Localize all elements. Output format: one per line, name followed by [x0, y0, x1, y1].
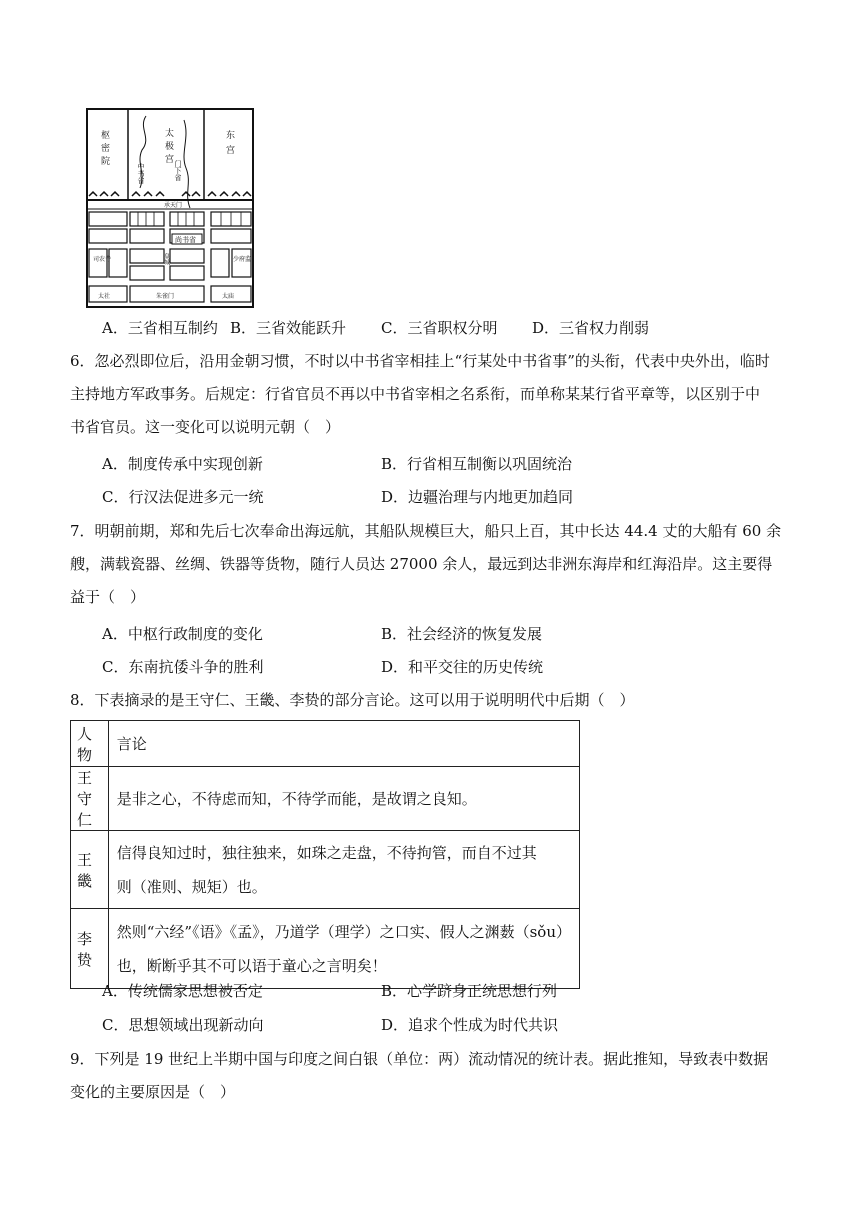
q7-stem-line-2: 艘，满载瓷器、丝绸、铁器等货物，随行人员达 27000 余人，最远到达非洲东海岸和红海沿岸。这主要得 [70, 555, 773, 573]
q6-option-b: B．行省相互制衡以巩固统治 [381, 455, 573, 473]
side-right-label: 少府监 [233, 256, 252, 263]
q9-stem-line-2: 变化的主要原因是（ ） [70, 1083, 236, 1101]
table-cell-quote [108, 909, 579, 989]
q6-option-a: A．制度传承中实现创新 [102, 455, 263, 473]
q8-stem: 8．下表摘录的是王守仁、王畿、李贽的部分言论。这可以用于说明明代中后期（ ） [70, 691, 635, 709]
center-col-label: 皇城 [162, 253, 170, 265]
table-row [71, 767, 580, 831]
menxia-label: 门下省 [174, 160, 182, 181]
shangshu-label: 尚书省 [175, 236, 196, 244]
q5-option-d: D．三省权力削弱 [532, 319, 650, 337]
table-header-quote: 言论 [108, 721, 579, 767]
table-header-person: 人物 [71, 721, 109, 767]
q5-option-c: C．三省职权分明 [381, 319, 498, 337]
q8-option-d: D．追求个性成为时代共识 [381, 1016, 559, 1034]
q8-option-c: C．思想领域出现新动向 [102, 1016, 264, 1034]
q9-stem-line-1: 9．下列是 19 世纪上半期中国与印度之间白银（单位：两）流动情况的统计表。据此推知，导致表中数据 [70, 1050, 769, 1068]
q7-option-a: A．中枢行政制度的变化 [102, 625, 263, 643]
right-palace-label: 东宫 [224, 130, 234, 160]
q8-option-b: B．心学跻身正统思想行列 [381, 982, 558, 1000]
left-palace-label: 枢密院 [99, 130, 109, 169]
q7-option-d: D．和平交往的历史传统 [381, 658, 544, 676]
palace-layout-figure [86, 108, 254, 308]
side-left-label: 司农寺 [93, 256, 112, 263]
quote-line: 则（准则、规矩）也。 [116, 877, 267, 896]
q7-option-c: C．东南抗倭斗争的胜利 [102, 658, 264, 676]
quote-line: 是非之心，不待虑而知，不待学而能，是故谓之良知。 [116, 789, 477, 808]
table-cell-quote [108, 767, 579, 831]
table-row [71, 909, 580, 989]
q6-stem-line-1: 6．忽必烈即位后，沿用金朝习惯，不时以中书省宰相挂上“行某处中书省事”的头衔，代表中央外出，临时 [70, 352, 770, 370]
quote-line: 信得良知过时，独往独来，如珠之走盘，不待拘管，而自不过其 [116, 843, 537, 862]
q8-quote-table [70, 720, 580, 989]
q7-stem-line-1: 7．明朝前期，郑和先后七次奉命出海远航，其船队规模巨大，船只上百，其中长达 44.4 丈的大船有 60 余 [70, 522, 782, 540]
bottom-mid-label: 朱雀门 [156, 293, 175, 300]
zhongshu-label: 中书省 [137, 163, 145, 184]
table-cell-quote [108, 831, 579, 909]
q8-option-a: A．传统儒家思想被否定 [102, 982, 263, 1000]
gate-top-label: 承天门 [164, 202, 183, 209]
q6-stem-line-3: 书省官员。这一变化可以说明元朝（ ） [70, 418, 341, 436]
quote-line: 然则“六经”《语》《孟》，乃道学（理学）之口实、假人之渊薮（sǒu） [116, 922, 571, 941]
q6-option-c: C．行汉法促进多元一统 [102, 488, 264, 506]
bottom-right-label: 太庙 [222, 293, 235, 300]
q7-stem-line-3: 益于（ ） [70, 588, 146, 606]
table-cell-person: 李贽 [71, 909, 109, 989]
table-row [71, 831, 580, 909]
table-cell-person: 王畿 [71, 831, 109, 909]
q5-option-b: B．三省效能跃升 [230, 319, 347, 337]
q6-stem-line-2: 主持地方军政事务。后规定：行省官员不再以中书省宰相之名系衔，而单称某某行省平章等，以区别于中 [70, 385, 761, 403]
bottom-left-label: 太社 [98, 293, 111, 300]
q5-option-a: A．三省相互制约 [102, 319, 218, 337]
table-header-row [71, 721, 580, 767]
table-cell-person: 王守仁 [71, 767, 109, 831]
center-palace-label: 太极宫 [163, 128, 173, 167]
q6-option-d: D．边疆治理与内地更加趋同 [381, 488, 574, 506]
q7-option-b: B．社会经济的恢复发展 [381, 625, 543, 643]
quote-line: 也，断断乎其不可以语于童心之言明矣！ [116, 956, 387, 975]
